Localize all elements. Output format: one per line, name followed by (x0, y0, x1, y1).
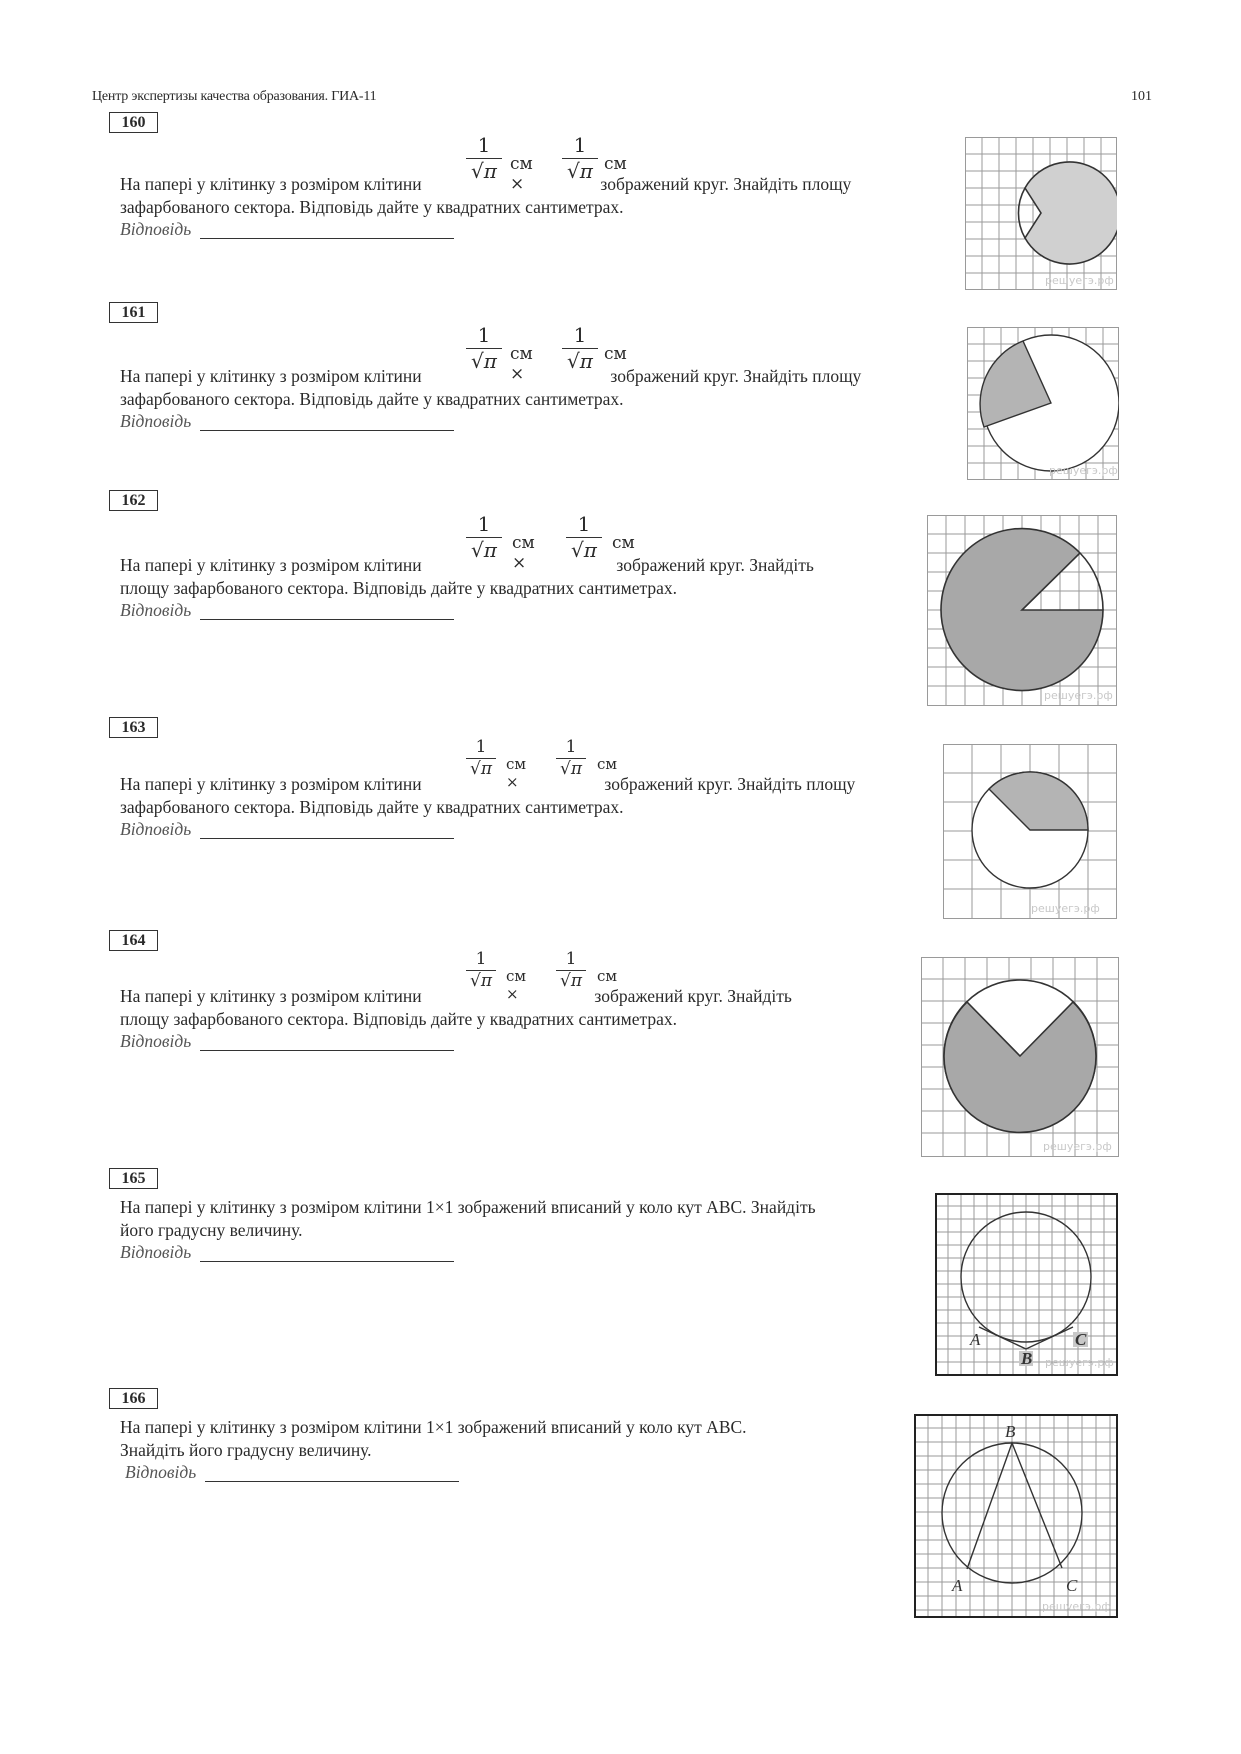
problem-text-line: площу зафарбованого сектора. Відповідь дайте у квадратних сантиметрах. (120, 1009, 678, 1029)
problem-number-165: 165 (109, 1168, 158, 1189)
fraction: 1 √π (556, 950, 586, 991)
shaded-sector (941, 529, 1103, 691)
answer-label: Відповідь (120, 219, 192, 239)
watermark: решуегэ.рф (1045, 1356, 1114, 1369)
figure-164 (921, 957, 1119, 1157)
answer-field[interactable] (200, 1261, 454, 1262)
frame (915, 1415, 1117, 1617)
shaded-sector (1025, 162, 1117, 264)
problem-text-line: зафарбованого сектора. Відповідь дайте у квадратних сантиметрах. (120, 797, 624, 817)
fraction: 1 √π (566, 513, 602, 561)
grid (914, 1414, 1118, 1618)
unit-times: см × (510, 154, 533, 194)
figure-165 (935, 1193, 1118, 1376)
answer-field[interactable] (200, 238, 454, 239)
unit-times: см × (510, 344, 533, 384)
unit-times: см × (506, 755, 527, 791)
figure-161 (967, 327, 1119, 480)
answer-label: Відповідь (120, 819, 192, 839)
problem-number-163: 163 (109, 717, 158, 738)
answer-label: Відповідь (120, 1242, 192, 1262)
watermark: решуегэ.рф (1043, 1140, 1112, 1153)
circle-outline (1018, 188, 1025, 238)
point-a-label: A (970, 1330, 981, 1349)
answer-field[interactable] (205, 1481, 459, 1482)
watermark: решуегэ.рф (1045, 274, 1114, 287)
watermark: решуегэ.рф (1049, 464, 1118, 477)
unit: см (604, 344, 627, 364)
fraction: 1 √π (466, 134, 502, 182)
unit-times: см × (506, 967, 527, 1003)
problem-text-line: На папері у клітинку з розміром клітини 1×1 зображений вписаний у коло кут ABC. Знайдіть (120, 1197, 816, 1217)
fraction: 1 √π (562, 324, 598, 372)
answer-field[interactable] (200, 619, 454, 620)
point-b-label: B (1005, 1422, 1016, 1441)
answer-field[interactable] (200, 1050, 454, 1051)
problem-text-line: площу зафарбованого сектора. Відповідь дайте у квадратних сантиметрах. (120, 578, 678, 598)
answer-label: Відповідь (120, 1031, 192, 1051)
inscribed-angle (967, 1443, 1062, 1569)
figure-163 (943, 744, 1117, 919)
fraction: 1 √π (466, 513, 502, 561)
circle-outline (1080, 553, 1103, 610)
problem-text-line: На папері у клітинку з розміром клітини зображений круг. Знайдіть площу (120, 774, 856, 794)
unit-times: см × (512, 533, 535, 573)
watermark: решуегэ.рф (1042, 1600, 1111, 1613)
point-b-label: B (1021, 1349, 1033, 1368)
answer-field[interactable] (200, 430, 454, 431)
problem-text-line: На папері у клітинку з розміром клітини зображений круг. Знайдіть (120, 986, 792, 1006)
watermark: решуегэ.рф (1031, 902, 1100, 915)
page-number: 101 (1131, 89, 1152, 104)
problem-number-160: 160 (109, 112, 158, 133)
answer-label: Відповідь (125, 1462, 197, 1482)
unit: см (604, 154, 627, 174)
watermark: решуегэ.рф (1044, 689, 1113, 702)
figure-162 (927, 515, 1117, 706)
problem-number-161: 161 (109, 302, 158, 323)
unit: см (597, 755, 618, 773)
fraction: 1 √π (466, 324, 502, 372)
problem-text-line: На папері у клітинку з розміром клітини зображений круг. Знайдіть (120, 555, 814, 575)
problem-text-line: Знайдіть його градусну величину. (120, 1440, 372, 1460)
answer-label: Відповідь (120, 600, 192, 620)
fraction: 1 √π (466, 950, 496, 991)
problem-number-166: 166 (109, 1388, 158, 1409)
problem-text-line: На папері у клітинку з розміром клітини 1×1 зображений вписаний у коло кут ABC. (120, 1417, 747, 1437)
header-title: Центр экспертизы качества образования. ГИА-11 (92, 89, 377, 104)
fraction: 1 √π (556, 738, 586, 779)
figure-160 (965, 137, 1117, 290)
point-a-label: A (952, 1576, 963, 1595)
point-c-label: C (1075, 1330, 1087, 1349)
answer-field[interactable] (200, 838, 454, 839)
unit: см (597, 967, 618, 985)
problem-text-line: На папері у клітинку з розміром клітини зображений круг. Знайдіть площу (120, 174, 852, 194)
problem-number-164: 164 (109, 930, 158, 951)
fraction: 1 √π (562, 134, 598, 182)
figure-166 (914, 1414, 1118, 1618)
unit: см (612, 533, 635, 553)
problem-text-line: На папері у клітинку з розміром клітини зображений круг. Знайдіть площу (120, 366, 862, 386)
problem-text-line: його градусну величину. (120, 1220, 303, 1240)
problem-text-line: зафарбованого сектора. Відповідь дайте у квадратних сантиметрах. (120, 197, 624, 217)
answer-label: Відповідь (120, 411, 192, 431)
problem-text-line: зафарбованого сектора. Відповідь дайте у квадратних сантиметрах. (120, 389, 624, 409)
problem-number-162: 162 (109, 490, 158, 511)
point-c-label: C (1066, 1576, 1078, 1595)
fraction: 1 √π (466, 738, 496, 779)
